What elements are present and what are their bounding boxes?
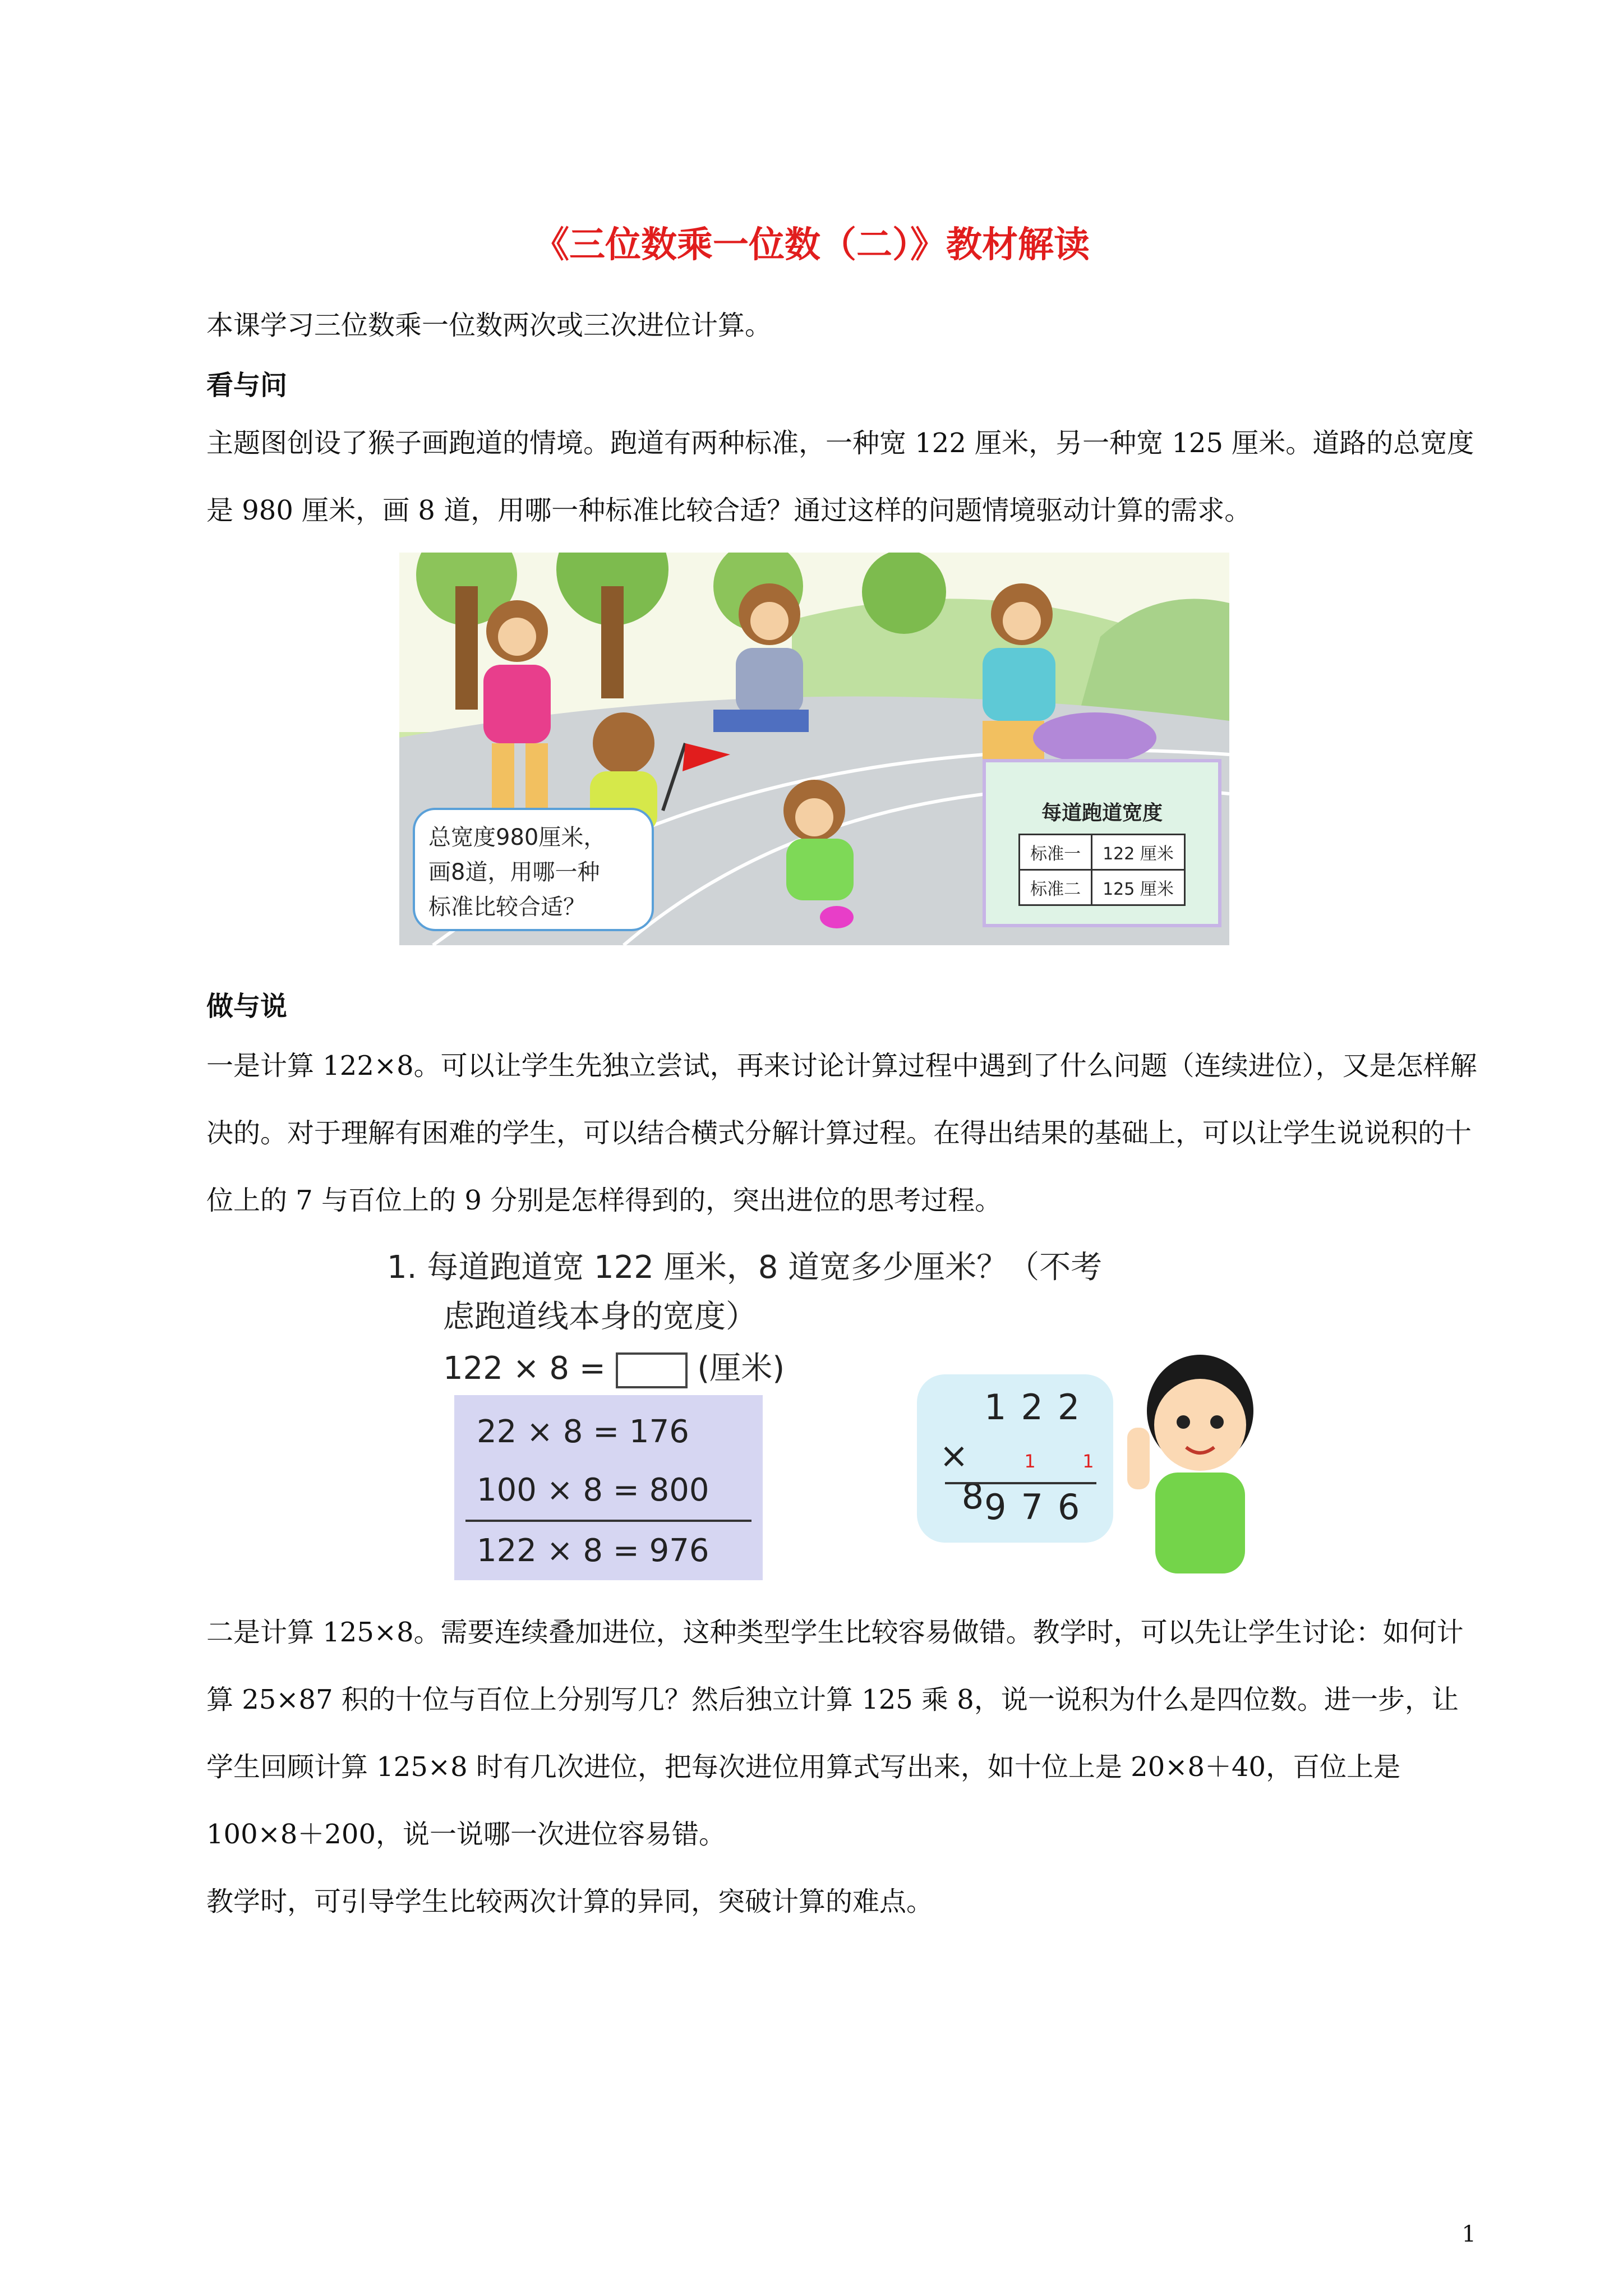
track-width-table-panel xyxy=(983,759,1221,927)
vertical-result: 976 xyxy=(984,1487,1095,1527)
intro-paragraph: 本课学习三位数乘一位数两次或三次进位计算。 xyxy=(206,310,772,341)
mult-sign: × xyxy=(939,1435,969,1476)
decomposition-box xyxy=(454,1395,763,1580)
step-line: 100 × 8 = 800 xyxy=(477,1472,709,1508)
track-width-table xyxy=(1018,834,1186,906)
step-line: 22 × 8 = 176 xyxy=(477,1414,689,1450)
multiplier-digit: 8 xyxy=(961,1476,984,1517)
section1-paragraph: 主题图创设了猴子画跑道的情境。跑道有两种标准，一种宽 122 厘米，另一种宽 125 厘米。道路的总宽度是 980 厘米，画 8 道，用哪一种标准比较合适？通过这样的问题情境驱动计算的需求。 xyxy=(206,427,1474,526)
vertical-calc-bubble xyxy=(917,1374,1113,1543)
table-cell-label: 标准一 xyxy=(1020,835,1092,870)
exercise-question-line1: 1. 每道跑道宽 122 厘米，8 道宽多少厘米？（不考 xyxy=(387,1249,1103,1286)
section2-paragraph2: 二是计算 125×8。需要连续叠加进位，这种类型学生比较容易做错。教学时，可以先让学生讨论：如何计算 25×87 积的十位与百位上分别写几？然后独立计算 125 乘 8，说一说积为什么是四位数。进一步，让学生回顾计算 125×8 时有几次进位，把每次进位用算式写出来，如十位上是 20×8＋40，百位上是 100×8＋200，说一说哪一次进位容易错。 xyxy=(206,1617,1464,1850)
equation-unit: (厘米) xyxy=(697,1350,785,1387)
bubble-line: 总宽度980厘米， xyxy=(428,825,606,850)
section-heading-look-ask: 看与问 xyxy=(206,370,288,401)
speech-bubble-question xyxy=(413,808,654,931)
section-heading-do-say: 做与说 xyxy=(206,991,288,1022)
table-cell-label: 标准二 xyxy=(1020,870,1092,905)
monkey-track-illustration xyxy=(399,553,1229,945)
panel-title: 每道跑道宽度 xyxy=(1041,802,1163,825)
section2-paragraph1: 一是计算 122×8。可以让学生先独立尝试，再来讨论计算过程中遇到了什么问题（连续进位），又是怎样解决的。对于理解有困难的学生，可以结合横式分解计算过程。在得出结果的基础上，可以让学生说说积的十位上的 7 与百位上的 9 分别是怎样得到的，突出进位的思考过程。 xyxy=(206,1050,1477,1216)
equation-left: 122 × 8 = xyxy=(443,1350,606,1387)
vertical-sep-line xyxy=(945,1482,1096,1484)
carry-digit: 1 xyxy=(1082,1451,1094,1472)
vertical-top: 122 xyxy=(984,1387,1095,1428)
table-cell-value: 122 厘米 xyxy=(1092,835,1185,870)
step-line-result: 122 × 8 = 976 xyxy=(465,1520,751,1580)
exercise-equation xyxy=(443,1343,785,1388)
carry-digit: 1 xyxy=(1024,1451,1036,1472)
exercise-question-line2: 虑跑道线本身的宽度） xyxy=(443,1299,757,1335)
table-row xyxy=(1020,870,1185,905)
bubble-line: 画8道，用哪一种 xyxy=(428,859,600,885)
boy-illustration xyxy=(1116,1349,1284,1585)
bubble-line: 标准比较合适？ xyxy=(428,894,585,920)
section2-paragraph3: 教学时，可引导学生比较两次计算的异同，突破计算的难点。 xyxy=(206,1886,934,1917)
exercise-figure xyxy=(387,1243,1291,1591)
page-number: 1 xyxy=(1461,2221,1476,2247)
table-row xyxy=(1020,835,1185,870)
page-title: 《三位数乘一位数（二）》教材解读 xyxy=(533,224,1090,266)
table-cell-value: 125 厘米 xyxy=(1092,870,1185,905)
answer-blank-box xyxy=(616,1352,688,1388)
